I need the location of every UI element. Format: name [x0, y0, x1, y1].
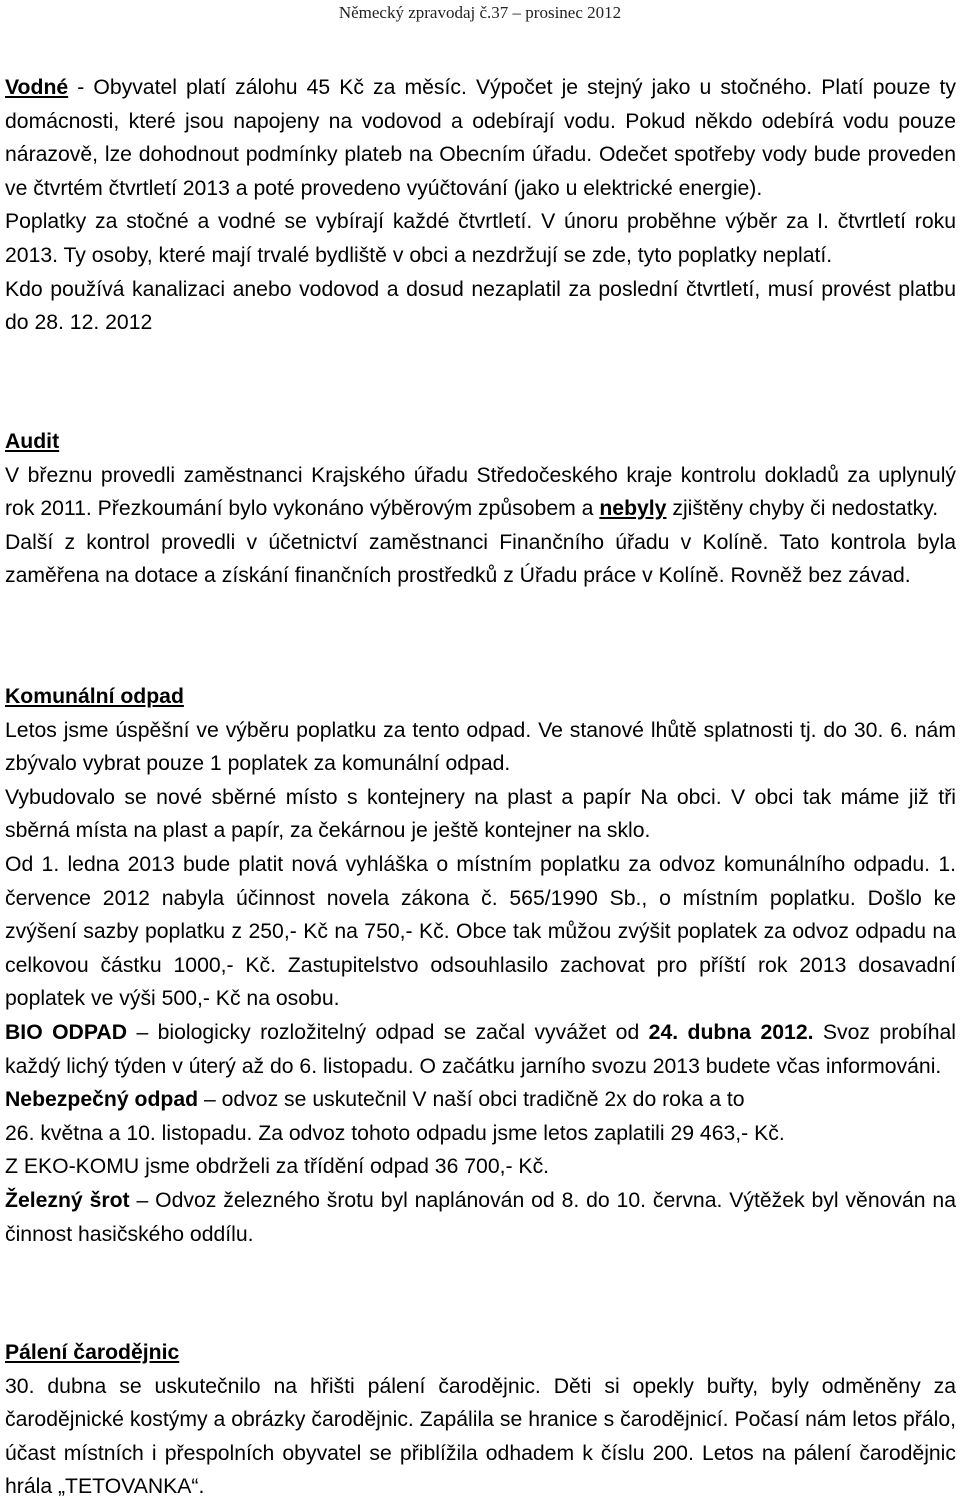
odpad-paragraph-3: Od 1. ledna 2013 bude platit nová vyhláška o místním poplatku za odvoz komunálního odpadu. 1. července 2012 nabyla účinnost novela zákona č. 565/1990 Sb., o místním poplatku. Došlo ke zvýšení sazby poplatku z 250,- Kč na 750,- Kč. Obce tak můžou zvýšit poplatek za odvoz odpadu na celkovou částku 1000,- Kč. Zastupitelstvo odsouhlasilo zachovat pro příští rok 2013 dosavadní poplatek ve výši 500,- Kč na osobu.: [5, 852, 956, 1011]
vodne-paragraph-3: Kdo používá kanalizaci anebo vodovod a dosud nezaplatil za poslední čtvrtletí, musí provést platbu do 28. 12. 2012: [5, 277, 956, 335]
bio-odpad-label: BIO ODPAD: [5, 1020, 128, 1044]
section-vodne: [5, 71, 956, 340]
zelezny-srot-label: Železný šrot: [5, 1188, 130, 1212]
nebezpecny-odpad-line-1: Nebezpečný odpad – odvoz se uskutečnil V naší obci tradičně 2x do roka a to: [5, 1088, 745, 1112]
section-paleni-carodejnic: [5, 1336, 956, 1504]
paleni-paragraph-1: 30. dubna se uskutečnilo na hřišti pálení čarodějnic. Děti si opekly buřty, byly odměněny za čarodějnické kostýmy a obrázky čarodějnic. Zapálila se hranice s čarodějnicí. Počasí nám letos přálo, účast místních i přespolních obyvatel se přiblížila odhadem k číslu 200. Letos na pálení čarodějnic hrála „TETOVANKA“.: [5, 1374, 956, 1499]
bio-odpad-paragraph: BIO ODPAD – biologicky rozložitelný odpad se začal vyvážet od 24. dubna 2012. Svoz probíhal každý lichý týden v úterý až do 6. listopadu. O začátku jarního svozu 2013 budete včas informováni.: [5, 1020, 956, 1078]
audit-paragraph-2: Další z kontrol provedli v účetnictví zaměstnanci Finančního úřadu v Kolíně. Tato kontrola byla zaměřena na dotace a získání finančních prostředků z Úřadu práce v Kolíně. Rovněž bez závad.: [5, 530, 956, 588]
nebezpecny-odpad-label: Nebezpečný odpad: [5, 1088, 199, 1112]
vodne-paragraph-2: Poplatky za stočné a vodné se vybírají každé čtvrtletí. V únoru proběhne výběr za I. čtvrtletí roku 2013. Ty osoby, které mají trvalé bydliště v obci a nezdržují se zde, tyto poplatky neplatí.: [5, 210, 956, 267]
zelezny-srot-paragraph: Železný šrot – Odvoz železného šrotu byl naplánován od 8. do 10. června. Výtěžek byl věnován na činnost hasičského oddílu.: [5, 1188, 956, 1246]
audit-heading: Audit: [5, 430, 60, 453]
running-header: Německý zpravodaj č.37 – prosinec 2012: [338, 3, 622, 22]
nebezpecny-odpad-line-3: Z EKO-KOMU jsme obdrželi za třídění odpad 36 700,- Kč.: [5, 1155, 550, 1179]
vodne-paragraph-1: Vodné - Obyvatel platí zálohu 45 Kč za měsíc. Výpočet je stejný jako u stočného. Platí pouze ty domácnosti, které jsou napojeny na vodovod a odebírají vodu. Pokud někdo odebírá vodu pouze nárazově, lze dohodnout podmínky plateb na Obecním úřadu. Odečet spotřeby vody bude proveden ve čtvrtém čtvrtletí 2013 a poté provedeno vyúčtování (jako u elektrické energie).: [5, 76, 956, 200]
audit-emphasis: nebyly: [599, 497, 667, 521]
section-audit: [5, 425, 956, 593]
odpad-paragraph-2: Vybudovalo se nové sběrné místo s kontejnery na plast a papír Na obci. V obci tak máme již tři sběrná místa na plast a papír, za čekárnou je ještě kontejner na sklo.: [5, 785, 956, 843]
section-komunalni-odpad: [5, 680, 956, 1251]
paleni-heading: Pálení čarodějnic: [5, 1341, 180, 1364]
nebezpecny-odpad-line-2: 26. května a 10. listopadu. Za odvoz tohoto odpadu jsme letos zaplatili 29 463,- Kč.: [5, 1121, 785, 1145]
audit-paragraph-1: V březnu provedli zaměstnanci Krajského úřadu Středočeského kraje kontrolu dokladů za uplynulý rok 2011. Přezkoumání bylo vykonáno výběrovým způsobem a nebyly zjištěny chyby či nedostatky.: [5, 463, 956, 521]
bio-odpad-date: 24. dubna 2012.: [648, 1020, 814, 1044]
vodne-label: Vodné: [5, 76, 69, 99]
odpad-paragraph-1: Letos jsme úspěšní ve výběru poplatku za tento odpad. Ve stanové lhůtě splatnosti tj. do 30. 6. nám zbývalo vybrat pouze 1 poplatek za komunální odpad.: [5, 718, 956, 776]
odpad-heading: Komunální odpad: [5, 685, 184, 708]
